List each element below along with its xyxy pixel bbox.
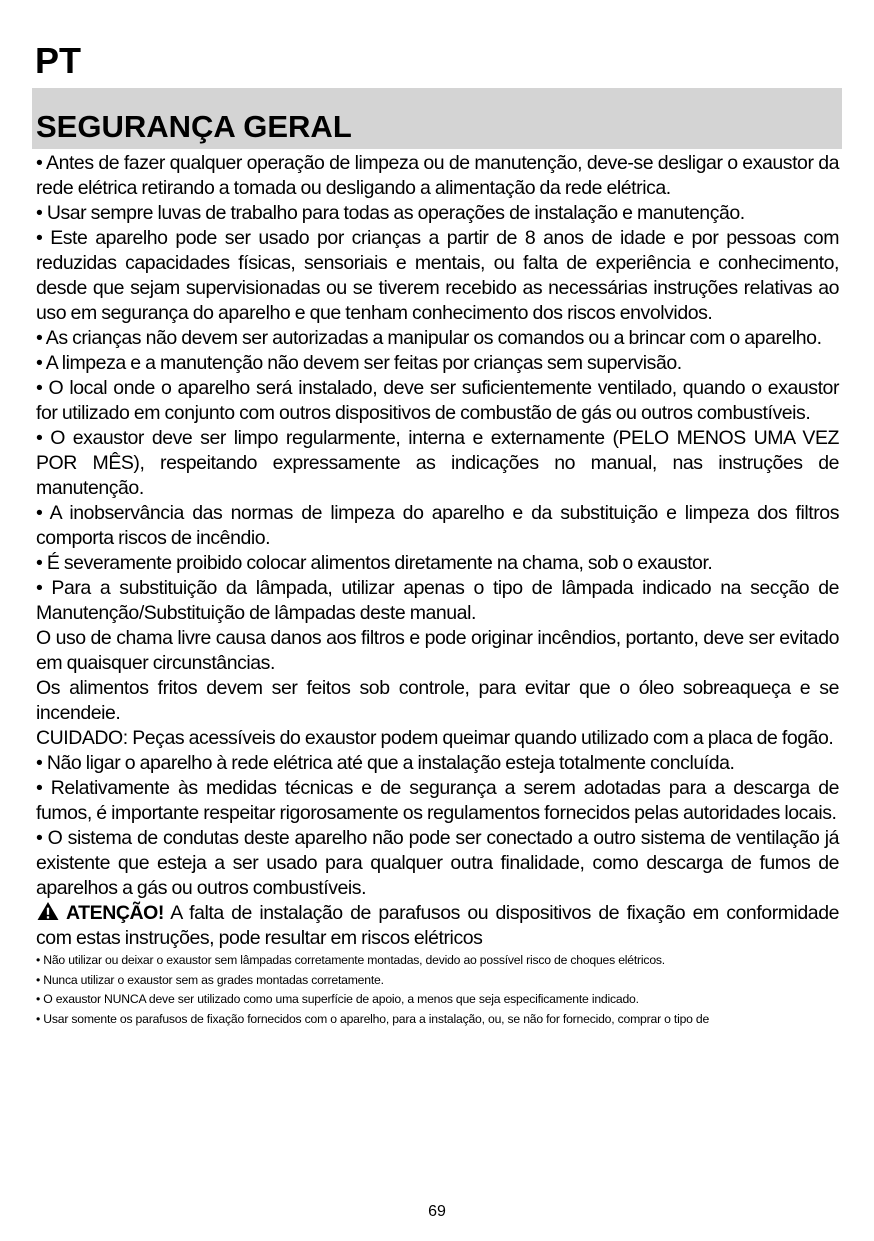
paragraph: • Relativamente às medidas técnicas e de segurança a serem adotadas para a descarga de fumos, é importante respeitar rigorosamente os regulamentos fornecidos pelas autoridades locais. <box>36 777 839 824</box>
paragraph: • Para a substituição da lâmpada, utilizar apenas o tipo de lâmpada indicado na secção de Manutenção/Substituição de lâmpadas deste manual. <box>36 577 839 624</box>
section-title: SEGURANÇA GERAL <box>36 109 352 144</box>
paragraph: • O exaustor deve ser limpo regularmente, interna e externamente (PELO MENOS UMA VEZ POR MÊS), respeitando expressamente as indicações no manual, nas instruções de manutenção. <box>36 427 839 499</box>
paragraph: • O local onde o aparelho será instalado, deve ser suficientemente ventilado, quando o exaustor for utilizado em conjunto com outros dispositivos de combustão de gás ou outros combustíveis. <box>36 377 839 424</box>
paragraph: • É severamente proibido colocar alimentos diretamente na chama, sob o exaustor. <box>36 552 713 574</box>
small-list-item: • O exaustor NUNCA deve ser utilizado como uma superfície de apoio, a menos que seja especificamente indicado. <box>36 992 639 1006</box>
paragraph: • O sistema de condutas deste aparelho não pode ser conectado a outro sistema de ventilação já existente que esteja a ser usado para qualquer outra finalidade, como descarga de fumos de aparelhos a gás ou outros combustíveis. <box>36 827 839 899</box>
paragraph: Os alimentos fritos devem ser feitos sob controle, para evitar que o óleo sobreaqueça e se incendeie. <box>36 677 839 724</box>
warning-label: ATENÇÃO! <box>66 902 164 924</box>
small-list-item: • Não utilizar ou deixar o exaustor sem lâmpadas corretamente montadas, devido ao possível risco de choques elétricos. <box>36 953 665 967</box>
paragraph: • Usar sempre luvas de trabalho para todas as operações de instalação e manutenção. <box>36 202 745 224</box>
warning-text: A falta de instalação de parafusos ou dispositivos de fixação em conformidade com estas instruções, pode resultar em riscos elétricos <box>36 902 839 949</box>
warning-triangle-icon <box>36 901 60 921</box>
language-code: PT <box>35 40 82 81</box>
paragraph: • A limpeza e a manutenção não devem ser feitas por crianças sem supervisão. <box>36 352 682 374</box>
small-list-item: • Nunca utilizar o exaustor sem as grades montadas corretamente. <box>36 972 384 987</box>
paragraph: CUIDADO: Peças acessíveis do exaustor podem queimar quando utilizado com a placa de fogão. <box>36 727 834 749</box>
paragraph: • Não ligar o aparelho à rede elétrica até que a instalação esteja totalmente concluída. <box>36 752 735 774</box>
small-list-item: • Usar somente os parafusos de fixação fornecidos com o aparelho, para a instalação, ou, se não for fornecido, comprar o tipo de <box>36 1011 710 1026</box>
paragraph: • Este aparelho pode ser usado por crianças a partir de 8 anos de idade e por pessoas com reduzidas capacidades físicas, sensoriais e mentais, ou falta de experiência e conhecimento, desde que sejam supervisionadas ou se tiverem recebido as necessárias instruções relativas ao uso em segurança do aparelho e que tenham conhecimento dos riscos envolvidos. <box>36 227 839 324</box>
warning-paragraph <box>36 901 839 951</box>
paragraph: O uso de chama livre causa danos aos filtros e pode originar incêndios, portanto, deve ser evitado em quaisquer circunstâncias. <box>36 627 839 674</box>
safety-content <box>36 151 839 1029</box>
section-header-bar <box>32 88 842 149</box>
page-number: 69 <box>428 1203 446 1220</box>
paragraph: • A inobservância das normas de limpeza do aparelho e da substituição e limpeza dos filtros comporta riscos de incêndio. <box>36 502 839 549</box>
paragraph: • Antes de fazer qualquer operação de limpeza ou de manutenção, deve-se desligar o exaustor da rede elétrica retirando a tomada ou desligando a alimentação da rede elétrica. <box>36 152 839 199</box>
paragraph: • As crianças não devem ser autorizadas a manipular os comandos ou a brincar com o aparelho. <box>36 327 822 349</box>
